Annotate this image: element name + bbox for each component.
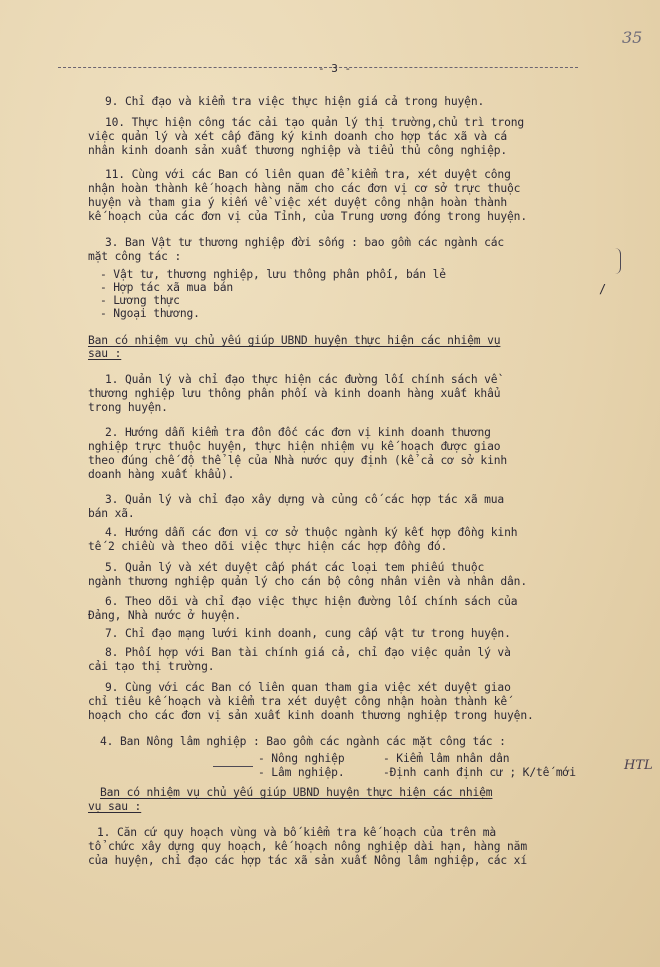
section-3-bullet-2: - Hợp tác xã mua bán [100,281,234,294]
section-3-heading-cont: mặt công tác : [88,250,182,263]
duty-5-line-2: ngành thương nghiệp quản lý cho cán bộ công nhân viên và nhân dân. [88,575,527,588]
section-3-bullet-4: - Ngoại thương. [100,307,200,320]
margin-bracket [612,248,621,274]
duty-2-line-4: doanh hàng xuất khẩu). [88,468,235,481]
section-3-duty-intro: Ban có nhiệm vụ chủ yếu giúp UBND huyện thực hiện các nhiệm vụ [88,334,501,347]
handwritten-margin-note: HTL [624,758,653,773]
duty-5-line-1: 5. Quản lý và xét duyệt cấp phát các loại tem phiếu thuộc [105,561,485,574]
duty-4-line-1: 4. Hướng dẫn các đơn vị cơ sở thuộc ngành ký kết hợp đồng kinh [105,526,518,539]
sec4-duty-1-line-3: của huyện, chỉ đạo các hợp tác xã sản xuất Nông lâm nghiệp, các xí [88,854,527,867]
duty-6-line-1: 6. Theo dõi và chỉ đạo việc thực hiện đường lối chính sách của [105,595,518,608]
item-11-line-1: 11. Cùng với các Ban có liên quan để kiểm tra, xét duyệt công [105,168,511,181]
section-4-duty-intro: Ban có nhiệm vụ chủ yếu giúp UBND huyện thực hiện các nhiệm [100,786,493,799]
page-number: - 3 - [318,62,352,75]
duty-9-line-2: chỉ tiêu kế hoạch và kiểm tra xét duyệt công nhận hoàn thành kế [88,695,508,708]
item-11-line-3: huyện và tham gia ý kiến về việc xét duyệt công nhận hoàn thành [88,196,508,209]
duty-9-line-3: hoạch cho các đơn vị sản xuất kinh doanh thương nghiệp trong huyện. [88,709,534,722]
section-3-bullet-3: - Lương thực [100,294,180,307]
item-10-line-1: 10. Thực hiện công tác cải tạo quản lý thị trường,chủ trì trong [105,116,525,129]
item-9-line: 9. Chỉ đạo và kiểm tra việc thực hiện giá cả trong huyện. [105,95,485,108]
duty-1-line-3: trong huyện. [88,401,168,414]
item-11-line-2: nhận hoàn thành kế hoạch hàng năm cho các đơn vị cơ sở trực thuộc [88,182,521,195]
item-11-line-4: kế hoạch của các đơn vị của Tỉnh, của Trung ương đóng trong huyện. [88,210,527,223]
margin-tick: / [599,282,607,296]
duty-9-line-1: 9. Cùng với các Ban có liên quan tham gia việc xét duyệt giao [105,681,511,694]
section-3-duty-intro-cont: sau : [88,347,122,360]
section-4-bullet-2: - Kiểm lâm nhân dân [383,752,510,765]
duty-2-line-1: 2. Hướng dẫn kiểm tra đôn đốc các đơn vị kinh doanh thương [105,426,491,439]
section-3-heading-text: 3. Ban Vật tư thương nghiệp đời sống : bao gồm các ngành các [105,236,505,249]
duty-2-line-2: nghiệp trực thuộc huyện, thực hiện nhiệm vụ kế hoạch được giao [88,440,501,453]
page-corner-number: 35 [622,28,643,47]
section-4-duty-intro-cont: vụ sau : [88,800,142,813]
item-10-line-3: nhân kinh doanh sản xuất thương nghiệp và tiểu thủ công nghiệp. [88,144,508,157]
item-10-line-2: việc quản lý và xét cấp đăng ký kinh doanh cho hợp tác xã và cá [88,130,508,143]
duty-1-line-1: 1. Quản lý và chỉ đạo thực hiện các đường lối chính sách về [105,373,498,386]
section-4-bullet-4: -Định canh định cư ; K/tế mới [383,766,576,779]
section-4-bullet-3: - Lâm nghiệp. [258,766,345,779]
section-4-bullet-1: - Nông nghiệp [258,752,345,765]
sec4-duty-1-line-1: 1. Căn cứ quy hoạch vùng và bố kiểm tra kế hoạch của trên mà [97,826,497,839]
duty-3-line-2: bán xã. [88,507,135,520]
duty-8-line-1: 8. Phối hợp với Ban tài chính giá cả, chỉ đạo việc quản lý và [105,646,511,659]
margin-dash [213,766,253,767]
section-3-bullet-1: - Vật tư, thương nghiệp, lưu thông phân phối, bán lẻ [100,268,446,281]
duty-2-line-3: theo đúng chế độ thể lệ của Nhà nước quy định (kể cả cơ sở kinh [88,454,508,467]
duty-7-line: 7. Chỉ đạo mạng lưới kinh doanh, cung cấp vật tư trong huyện. [105,627,511,640]
duty-1-line-2: thương nghiệp lưu thông phân phối và kinh doanh hàng xuất khẩu [88,387,501,400]
section-3-heading [105,236,504,250]
duty-8-line-2: cải tạo thị trường. [88,660,215,673]
duty-6-line-2: Đảng, Nhà nước ở huyện. [88,609,241,622]
duty-3-line-1: 3. Quản lý và chỉ đạo xây dựng và củng cố các hợp tác xã mua [105,493,505,506]
sec4-duty-1-line-2: tổ chức xây dựng quy hoạch, kế hoạch nông nghiệp dài hạn, hàng năm [88,840,527,853]
section-4-heading: 4. Ban Nông lâm nghiệp : Bao gồm các ngành các mặt công tác : [100,735,506,748]
duty-4-line-2: tế 2 chiều và theo dõi việc thực hiện các hợp đồng đó. [88,540,448,553]
